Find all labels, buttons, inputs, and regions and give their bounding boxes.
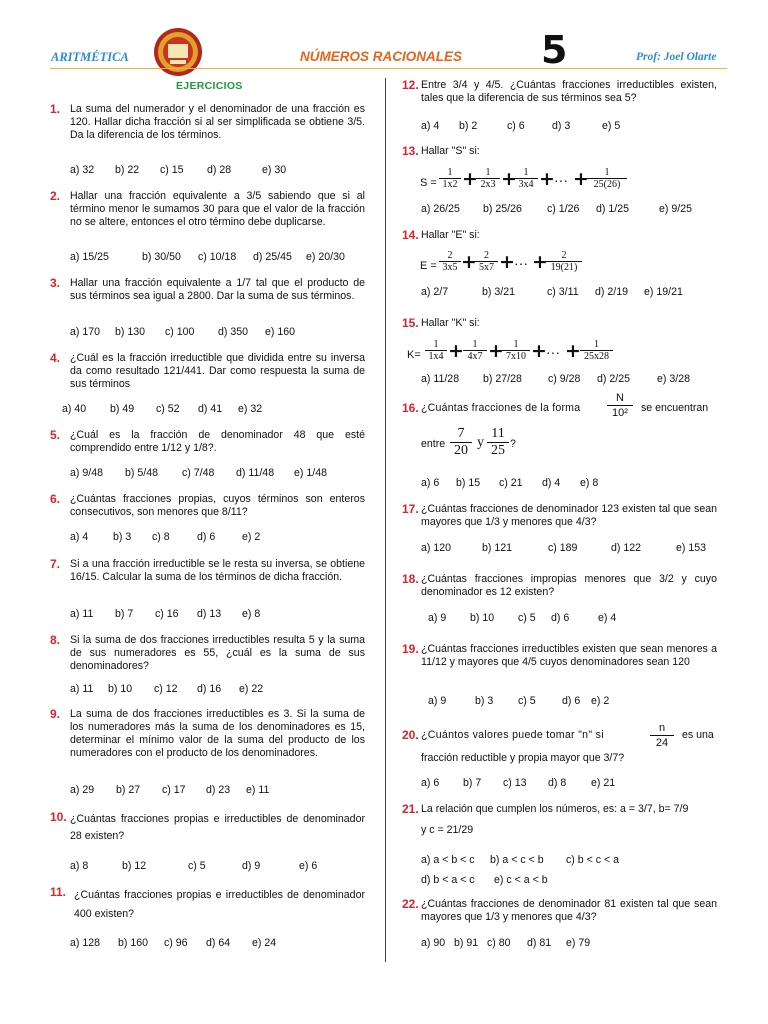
option-b[interactable]: b) 7 bbox=[115, 608, 134, 620]
option-c[interactable]: c) 1/26 bbox=[547, 203, 580, 215]
ellipsis: ··· bbox=[514, 255, 528, 271]
option-e[interactable]: e) 8 bbox=[242, 608, 261, 620]
option-d[interactable]: d) 81 bbox=[527, 937, 552, 949]
option-c[interactable]: c) 5 bbox=[188, 860, 206, 872]
option-c[interactable]: c) 96 bbox=[164, 937, 188, 949]
option-d[interactable]: d) 3 bbox=[552, 120, 571, 132]
fraction: $\frac{1}{2x3}$ bbox=[476, 167, 500, 190]
option-d[interactable]: d) 9 bbox=[242, 860, 261, 872]
option-e[interactable]: e) 19/21 bbox=[644, 286, 683, 298]
option-e[interactable]: e) 5 bbox=[602, 120, 621, 132]
option-b[interactable]: b) 121 bbox=[482, 542, 513, 554]
question-text: ¿Cuál es la fracción de denominador 48 que esté comprendido entre 1/12 y 1/8?. bbox=[70, 429, 365, 454]
question-number: 9. bbox=[50, 707, 61, 721]
option-d[interactable]: d) 41 bbox=[198, 403, 223, 415]
question-number: 22. bbox=[402, 897, 419, 911]
question-text: Hallar "E" si: bbox=[421, 229, 480, 241]
question-number: 10. bbox=[50, 810, 67, 824]
option-b[interactable]: b) 10 bbox=[470, 612, 495, 624]
question-text: La suma de dos fracciones irreductibles es 3. Si la suma de los numeradores más la suma de los denominadores es 15, determinar el mínimo valor de la suma del producto de los numeradores con el producto de los denominadores. bbox=[70, 708, 365, 759]
option-c[interactable]: c) 100 bbox=[165, 326, 195, 338]
option-e[interactable]: e) 79 bbox=[566, 937, 591, 949]
option-b[interactable]: b) 15 bbox=[456, 477, 481, 489]
formula-label: S = bbox=[420, 177, 437, 189]
question-text: ¿Cuántas fracciones propias e irreductibles de denominador 28 existen? bbox=[70, 813, 365, 842]
option-c[interactable]: c) b < c < a bbox=[566, 854, 619, 866]
option-e[interactable]: e) 22 bbox=[239, 683, 264, 695]
question-text-4: y bbox=[477, 435, 484, 450]
question-number: 2. bbox=[50, 189, 61, 203]
option-a[interactable]: a) 170 bbox=[70, 326, 101, 338]
option-c[interactable]: c) 15 bbox=[160, 164, 184, 176]
option-a[interactable]: a) 26/25 bbox=[421, 203, 460, 215]
option-e[interactable]: e) 30 bbox=[262, 164, 287, 176]
question-number: 3. bbox=[50, 276, 61, 290]
question-text-3: fracción reductible y propia mayor que 3/7? bbox=[421, 752, 625, 764]
option-b[interactable]: b) 91 bbox=[454, 937, 479, 949]
option-e[interactable]: e) 20/30 bbox=[306, 251, 345, 263]
question-number: 18. bbox=[402, 572, 419, 586]
plus-sign: + bbox=[532, 251, 548, 273]
question-number: 7. bbox=[50, 557, 61, 571]
question-text: Hallar "K" si: bbox=[421, 317, 480, 329]
question-text: Entre 3/4 y 4/5. ¿Cuántas fracciones irreductibles existen, tales que la diferencia de sus términos sea 5? bbox=[421, 79, 717, 104]
option-b[interactable]: b) 10 bbox=[108, 683, 133, 695]
option-e[interactable]: e) 9/25 bbox=[659, 203, 692, 215]
question-number: 8. bbox=[50, 633, 61, 647]
fraction: $\frac{1}{7x10}$ bbox=[502, 339, 530, 362]
option-a[interactable]: a) 9 bbox=[428, 612, 447, 624]
option-d[interactable]: d) 6 bbox=[197, 531, 216, 543]
question-text-2: se encuentran bbox=[641, 402, 709, 414]
question-text: ¿Cuántas fracciones de denominador 81 existen tal que sean mayores que 1/3 y menores que 4/3? bbox=[421, 898, 717, 923]
subject-label: ARITMÉTICA bbox=[51, 50, 129, 64]
option-b[interactable]: b) 3 bbox=[113, 531, 132, 543]
question-number: 16. bbox=[402, 401, 419, 415]
formula-label: E = bbox=[420, 260, 437, 272]
question-number: 5. bbox=[50, 428, 61, 442]
option-d[interactable]: d) 6 bbox=[562, 695, 581, 707]
option-b[interactable]: b) 27 bbox=[116, 784, 141, 796]
option-e[interactable]: e) 2 bbox=[242, 531, 261, 543]
question-text: Hallar "S" si: bbox=[421, 145, 480, 157]
ellipsis: ··· bbox=[554, 172, 568, 188]
question-mark: ? bbox=[510, 438, 516, 450]
fraction: $\frac{1}{1x4}$ bbox=[425, 339, 447, 362]
option-d[interactable]: d) 2/25 bbox=[597, 373, 630, 385]
author-label: Prof: Joel Olarte bbox=[636, 51, 717, 63]
option-c[interactable]: c) 17 bbox=[162, 784, 186, 796]
fraction-upper: $\frac{11}{25}$ bbox=[487, 426, 509, 459]
question-number: 12. bbox=[402, 78, 419, 92]
question-number: 1. bbox=[50, 102, 61, 116]
chapter-number: 5 bbox=[541, 28, 568, 72]
option-a[interactable]: a) 120 bbox=[421, 542, 452, 554]
fraction: $\frac{2}{19(21)}$ bbox=[546, 250, 582, 273]
question-number: 14. bbox=[402, 228, 419, 242]
fraction-lower: $\frac{7}{20}$ bbox=[450, 426, 472, 459]
question-text: La suma del numerador y el denominador de una fracción es 120. Hallar dicha fracción si al ser simplificada se obtiene 3/5. Da la diferencia de los términos. bbox=[70, 103, 365, 141]
question-text-2: es una bbox=[682, 729, 714, 741]
plus-sign: + bbox=[461, 251, 477, 273]
option-e[interactable]: e) 11 bbox=[246, 784, 270, 796]
fraction: $\frac{1}{3x4}$ bbox=[514, 167, 538, 190]
fraction: $\frac{1}{1x2}$ bbox=[439, 167, 461, 190]
option-c[interactable]: c) 3/11 bbox=[547, 286, 579, 298]
question-text: ¿Cuántas fracciones propias e irreductibles de denominador 400 existen? bbox=[74, 889, 365, 920]
question-number: 20. bbox=[402, 728, 419, 742]
question-text: Si la suma de dos fracciones irreductibles resulta 5 y la suma de sus numeradores es 55, ¿cuál es la suma de sus denominadores? bbox=[70, 634, 365, 672]
option-b[interactable]: b) 49 bbox=[110, 403, 135, 415]
option-c[interactable]: c) 13 bbox=[503, 777, 527, 789]
option-a[interactable]: a) 4 bbox=[421, 120, 440, 132]
column-divider bbox=[385, 78, 386, 962]
plus-sign: + bbox=[501, 168, 517, 190]
question-text: La relación que cumplen los números, es: a = 3/7, b= 7/9 bbox=[421, 803, 689, 815]
option-b[interactable]: b) 5/48 bbox=[125, 467, 158, 479]
option-b[interactable]: b) 30/50 bbox=[142, 251, 181, 263]
question-number: 15. bbox=[402, 316, 419, 330]
option-c[interactable]: c) 6 bbox=[507, 120, 525, 132]
option-c[interactable]: c) 5 bbox=[518, 695, 536, 707]
option-d[interactable]: d) 350 bbox=[218, 326, 249, 338]
option-d[interactable]: d) 122 bbox=[611, 542, 642, 554]
option-d[interactable]: d) b < a < c bbox=[421, 874, 475, 886]
fraction: $\frac{2}{5x7}$ bbox=[475, 250, 498, 273]
option-b[interactable]: b) 12 bbox=[122, 860, 147, 872]
question-number: 11. bbox=[50, 885, 67, 899]
option-d[interactable]: d) 64 bbox=[206, 937, 231, 949]
option-e[interactable]: e) 4 bbox=[598, 612, 617, 624]
option-d[interactable]: d) 8 bbox=[548, 777, 567, 789]
ellipsis: ··· bbox=[546, 344, 560, 360]
question-text: ¿Cuántas fracciones impropias menores que 3/2 y cuyo denominador es 12 existen? bbox=[421, 573, 717, 598]
question-text-2: y c = 21/29 bbox=[421, 824, 474, 836]
school-logo-icon bbox=[150, 22, 206, 78]
plus-sign: + bbox=[488, 340, 504, 362]
option-c[interactable]: c) 80 bbox=[487, 937, 511, 949]
option-e[interactable]: e) 24 bbox=[252, 937, 277, 949]
option-c[interactable]: c) 52 bbox=[156, 403, 180, 415]
plus-sign: + bbox=[448, 340, 464, 362]
question-text: ¿Cuántos valores puede tomar "n" si bbox=[421, 729, 604, 741]
question-number: 13. bbox=[402, 144, 419, 158]
option-c[interactable]: c) 16 bbox=[155, 608, 179, 620]
option-a[interactable]: a) a < b < c bbox=[421, 854, 475, 866]
option-d[interactable]: d) 16 bbox=[197, 683, 222, 695]
question-text: ¿Cuántas fracciones propias, cuyos términos son enteros consecutivos, son menores que 8/11? bbox=[70, 493, 365, 518]
option-a[interactable]: a) 11 bbox=[70, 683, 94, 695]
fraction-form: $\frac{N}{\text{10²}}$ bbox=[607, 392, 633, 420]
option-b[interactable]: b) 160 bbox=[118, 937, 149, 949]
option-a[interactable]: a) 128 bbox=[70, 937, 101, 949]
formula-label: K= bbox=[407, 349, 421, 361]
option-e[interactable]: e) 153 bbox=[676, 542, 707, 554]
option-a[interactable]: a) 90 bbox=[421, 937, 446, 949]
fraction: $\frac{1}{4x7}$ bbox=[463, 339, 487, 362]
option-c[interactable]: c) 5 bbox=[518, 612, 536, 624]
plus-sign: + bbox=[462, 168, 478, 190]
option-b[interactable]: b) 3/21 bbox=[482, 286, 515, 298]
option-e[interactable]: e) 6 bbox=[299, 860, 318, 872]
option-b[interactable]: b) 2 bbox=[459, 120, 478, 132]
option-a[interactable]: a) 32 bbox=[70, 164, 95, 176]
question-number: 17. bbox=[402, 502, 419, 516]
option-e[interactable]: e) 32 bbox=[238, 403, 263, 415]
option-e[interactable]: e) 160 bbox=[265, 326, 296, 338]
plus-sign: + bbox=[499, 251, 515, 273]
option-a[interactable]: a) 4 bbox=[70, 531, 89, 543]
question-text: ¿Cuántas fracciones irreductibles existen que sean menores a 11/12 y mayores que 4/5 cuyos denominadores sean 120 bbox=[421, 643, 717, 668]
option-d[interactable]: d) 2/19 bbox=[595, 286, 628, 298]
option-a[interactable]: a) 8 bbox=[70, 860, 89, 872]
plus-sign: + bbox=[531, 340, 547, 362]
section-title: EJERCICIOS bbox=[176, 80, 243, 92]
option-c[interactable]: c) 189 bbox=[548, 542, 578, 554]
option-d[interactable]: d) 13 bbox=[197, 608, 222, 620]
option-a[interactable]: a) 15/25 bbox=[70, 251, 109, 263]
option-d[interactable]: d) 6 bbox=[551, 612, 570, 624]
option-e[interactable]: e) 21 bbox=[591, 777, 616, 789]
option-b[interactable]: b) 3 bbox=[475, 695, 494, 707]
question-number: 21. bbox=[402, 802, 419, 816]
option-b[interactable]: b) 27/28 bbox=[483, 373, 522, 385]
option-c[interactable]: c) 12 bbox=[154, 683, 178, 695]
question-number: 4. bbox=[50, 351, 61, 365]
option-a[interactable]: a) 6 bbox=[421, 477, 440, 489]
option-e[interactable]: e) 3/28 bbox=[657, 373, 690, 385]
option-b[interactable]: b) 22 bbox=[115, 164, 140, 176]
fraction-form: $\frac{n}{24}$ bbox=[650, 721, 674, 750]
option-a[interactable]: a) 11 bbox=[70, 608, 94, 620]
plus-sign: + bbox=[573, 168, 589, 190]
page-header bbox=[0, 0, 768, 78]
page-title: NÚMEROS RACIONALES bbox=[300, 49, 463, 64]
fraction: $\frac{2}{3x5}$ bbox=[439, 250, 461, 273]
question-number: 19. bbox=[402, 642, 419, 656]
question-text: Hallar una fracción equivalente a 1/7 tal que el producto de sus términos sea igual a 2800. Dar la suma de sus términos. bbox=[70, 277, 365, 302]
option-d[interactable]: d) 28 bbox=[207, 164, 232, 176]
question-text: Si a una fracción irreductible se le resta su inversa, se obtiene 16/15. Calcular la suma de los términos de dicha fracción. bbox=[70, 558, 365, 583]
option-b[interactable]: b) 130 bbox=[115, 326, 146, 338]
option-b[interactable]: b) 25/26 bbox=[483, 203, 522, 215]
option-a[interactable]: a) 40 bbox=[62, 403, 87, 415]
plus-sign: + bbox=[565, 340, 581, 362]
question-text-3: entre bbox=[421, 438, 446, 450]
fraction: $\frac{1}{25x28}$ bbox=[580, 339, 613, 362]
option-c[interactable]: c) 21 bbox=[499, 477, 523, 489]
option-a[interactable]: a) 9/48 bbox=[70, 467, 103, 479]
header-rule bbox=[50, 68, 727, 69]
option-c[interactable]: c) 9/28 bbox=[548, 373, 581, 385]
option-d[interactable]: d) 23 bbox=[206, 784, 231, 796]
option-a[interactable]: a) 6 bbox=[421, 777, 440, 789]
option-a[interactable]: a) 2/7 bbox=[421, 286, 449, 298]
option-d[interactable]: d) 25/45 bbox=[253, 251, 292, 263]
option-e[interactable]: e) 2 bbox=[591, 695, 610, 707]
question-text: ¿Cuál es la fracción irreductible que dividida entre su inversa da como resultado 121/441. Dar como respuesta la suma de sus términos bbox=[70, 352, 365, 390]
option-a[interactable]: a) 29 bbox=[70, 784, 95, 796]
option-b[interactable]: b) 7 bbox=[463, 777, 482, 789]
question-number: 6. bbox=[50, 492, 61, 506]
option-d[interactable]: d) 4 bbox=[542, 477, 561, 489]
fraction: $\frac{1}{25(26)}$ bbox=[587, 167, 627, 190]
option-a[interactable]: a) 9 bbox=[428, 695, 447, 707]
question-text: ¿Cuántas fracciones de la forma bbox=[421, 402, 581, 414]
option-e[interactable]: e) 1/48 bbox=[294, 467, 327, 479]
option-c[interactable]: c) 10/18 bbox=[198, 251, 237, 263]
option-e[interactable]: e) 8 bbox=[580, 477, 599, 489]
question-text: Hallar una fracción equivalente a 3/5 sabiendo que si al término menor le sumamos 30 para que el valor de la fracción no se altere, entonces el otro término debe duplicarse. bbox=[70, 190, 365, 228]
plus-sign: + bbox=[539, 168, 555, 190]
option-c[interactable]: c) 7/48 bbox=[182, 467, 215, 479]
option-d[interactable]: d) 1/25 bbox=[596, 203, 629, 215]
question-text: ¿Cuántas fracciones de denominador 123 existen tal que sean mayores que 1/3 y menores que 4/3? bbox=[421, 503, 717, 528]
option-b[interactable]: b) a < c < b bbox=[490, 854, 544, 866]
option-d[interactable]: d) 11/48 bbox=[236, 467, 275, 479]
option-e[interactable]: e) c < a < b bbox=[494, 874, 548, 886]
option-a[interactable]: a) 11/28 bbox=[421, 373, 460, 385]
option-c[interactable]: c) 8 bbox=[152, 531, 170, 543]
